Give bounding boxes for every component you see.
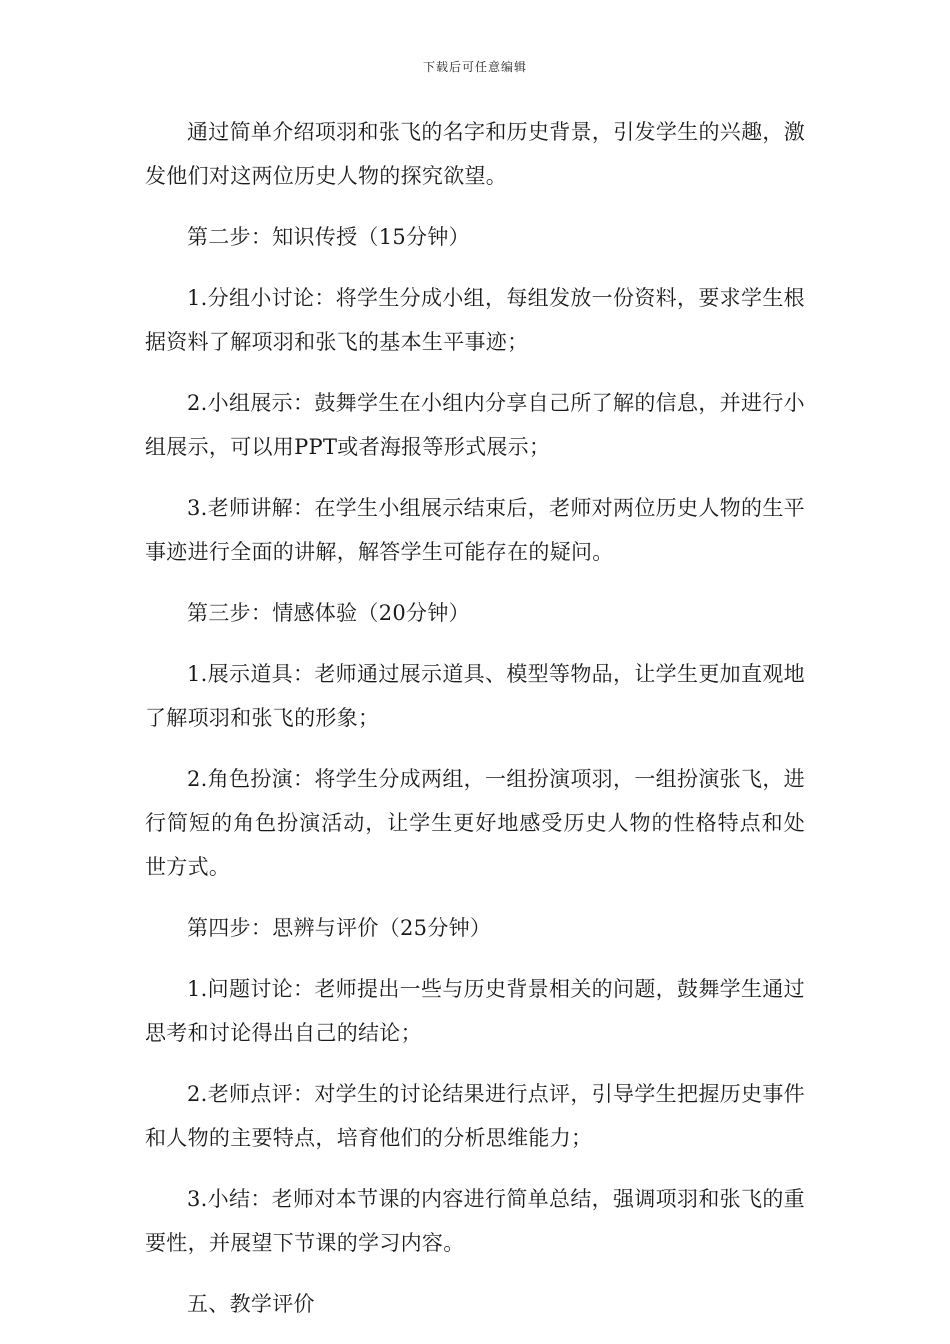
paragraph-props-display: 1.展示道具：老师通过展示道具、模型等物品，让学生更加直观地了解项羽和张飞的形象； bbox=[145, 662, 805, 730]
paragraph-group-presentation: 2.小组展示：鼓舞学生在小组内分享自己所了解的信息，并进行小组展示，可以用PPT或者海报等形式展示； bbox=[145, 391, 805, 459]
heading-teaching-evaluation: 五、教学评价 bbox=[187, 1292, 315, 1316]
heading-step-four: 第四步：思辨与评价（25分钟） bbox=[187, 916, 492, 940]
paragraph-role-play: 2.角色扮演：将学生分成两组，一组扮演项羽，一组扮演张飞，进行简短的角色扮演活动，让学生更好地感受历史人物的性格特点和处世方式。 bbox=[145, 767, 805, 879]
page-header: 下载后可任意编辑 bbox=[422, 60, 527, 74]
heading-step-three: 第三步：情感体验（20分钟） bbox=[187, 601, 470, 625]
paragraph-intro: 通过简单介绍项羽和张飞的名字和历史背景，引发学生的兴趣，激发他们对这两位历史人物的探究欲望。 bbox=[145, 120, 805, 188]
paragraph-teacher-explanation: 3.老师讲解：在学生小组展示结束后，老师对两位历史人物的生平事迹进行全面的讲解，解答学生可能存在的疑问。 bbox=[145, 496, 805, 564]
paragraph-question-discussion: 1.问题讨论：老师提出一些与历史背景相关的问题，鼓舞学生通过思考和讨论得出自己的结论； bbox=[145, 977, 805, 1045]
paragraph-group-discussion: 1.分组小讨论：将学生分成小组，每组发放一份资料，要求学生根据资料了解项羽和张飞的基本生平事迹； bbox=[145, 286, 805, 354]
document-body bbox=[145, 110, 805, 1343]
paragraph-teacher-comment: 2.老师点评：对学生的讨论结果进行点评，引导学生把握历史事件和人物的主要特点，培育他们的分析思维能力； bbox=[145, 1082, 805, 1150]
heading-step-two: 第二步：知识传授（15分钟） bbox=[187, 225, 470, 249]
paragraph-summary: 3.小结：老师对本节课的内容进行简单总结，强调项羽和张飞的重要性，并展望下节课的学习内容。 bbox=[145, 1187, 805, 1255]
